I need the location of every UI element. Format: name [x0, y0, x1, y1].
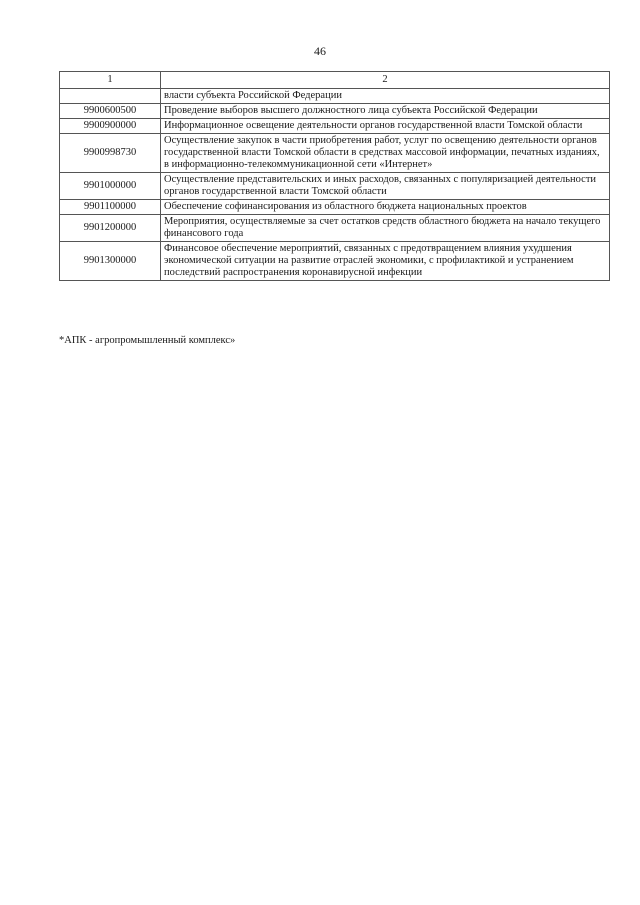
row-code: 9901200000	[60, 215, 161, 242]
row-description: Финансовое обеспечение мероприятий, связанных с предотвращением влияния ухудшения экономической ситуации на развитие отраслей экономики, с профилактикой и устранением последствий распространения коронавирусной инфекции	[161, 242, 610, 281]
row-description: Проведение выборов высшего должностного лица субъекта Российской Федерации	[161, 104, 610, 119]
row-description: Мероприятия, осуществляемые за счет остатков средств областного бюджета на начало текущего финансового года	[161, 215, 610, 242]
table-row	[60, 242, 610, 281]
footnote: *АПК - агропромышленный комплекс»	[59, 335, 236, 346]
row-code: 9900600500	[60, 104, 161, 119]
row-code: 9901000000	[60, 173, 161, 200]
column-header-2: 2	[161, 72, 610, 89]
table-row	[60, 134, 610, 173]
table-row	[60, 119, 610, 134]
row-description: Обеспечение софинансирования из областного бюджета национальных проектов	[161, 200, 610, 215]
row-code: 9901300000	[60, 242, 161, 281]
table-row	[60, 89, 610, 104]
table-row	[60, 200, 610, 215]
row-description: Информационное освещение деятельности органов государственной власти Томской области	[161, 119, 610, 134]
page-number: 46	[314, 44, 326, 58]
table-row	[60, 215, 610, 242]
budget-code-table	[59, 71, 610, 281]
row-description: Осуществление представительских и иных расходов, связанных с популяризацией деятельности органов государственной власти Томской области	[161, 173, 610, 200]
row-description: власти субъекта Российской Федерации	[161, 89, 610, 104]
column-header-1: 1	[60, 72, 161, 89]
row-code	[60, 89, 161, 104]
table-row	[60, 104, 610, 119]
table-header-row	[60, 72, 610, 89]
row-code: 9900998730	[60, 134, 161, 173]
row-description: Осуществление закупок в части приобретения работ, услуг по освещению деятельности органов государственной власти Томской области в средствах массовой информации, печатных изданиях, в информационно-телекоммуникационной сети «Интернет»	[161, 134, 610, 173]
row-code: 9900900000	[60, 119, 161, 134]
table-row	[60, 173, 610, 200]
row-code: 9901100000	[60, 200, 161, 215]
